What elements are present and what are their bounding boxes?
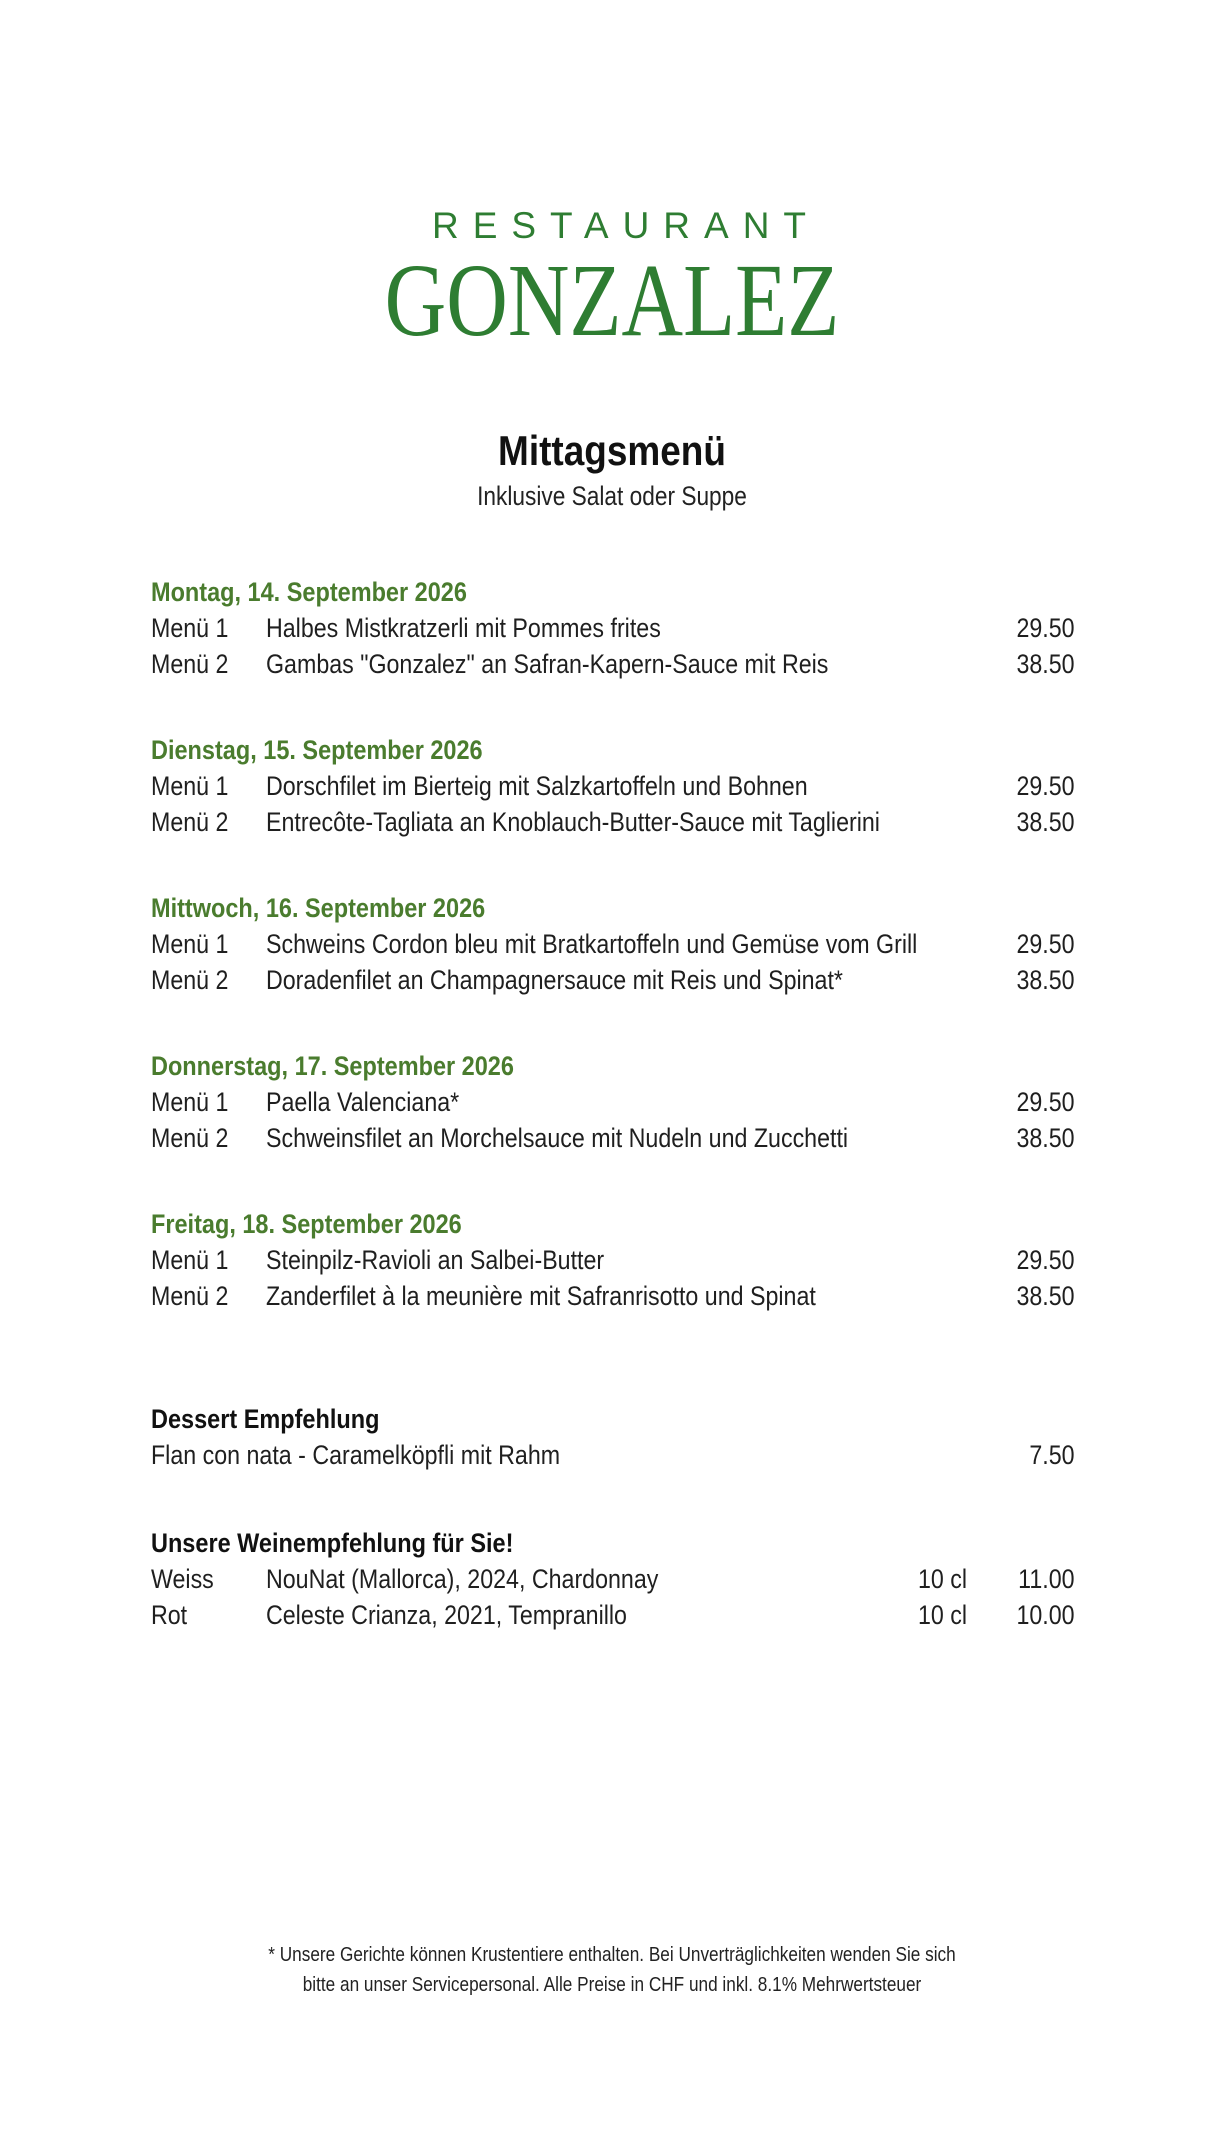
wine-heading: Unsere Weinempfehlung für Sie! xyxy=(151,1528,514,1558)
wine-description: Celeste Crianza, 2021, Tempranillo xyxy=(266,1600,627,1630)
day-block-thursday xyxy=(151,1048,1075,1156)
menu-price: 29.50 xyxy=(1016,613,1075,643)
dessert-row xyxy=(151,1437,1075,1473)
wine-price: 11.00 xyxy=(1018,1564,1075,1594)
dessert-block xyxy=(151,1401,1075,1473)
menu-description: Gambas "Gonzalez" an Safran-Kapern-Sauce mit Reis xyxy=(266,649,829,679)
menu-label: Menü 2 xyxy=(151,649,229,679)
wine-row xyxy=(151,1561,1075,1597)
day-heading: Dienstag, 15. September 2026 xyxy=(151,735,483,765)
dessert-heading: Dessert Empfehlung xyxy=(151,1404,380,1434)
wine-row xyxy=(151,1597,1075,1633)
menu-price: 38.50 xyxy=(1016,1123,1075,1153)
menu-label: Menü 1 xyxy=(151,929,229,959)
wine-label: Rot xyxy=(151,1600,188,1630)
day-block-monday xyxy=(151,574,1075,682)
menu-price: 38.50 xyxy=(1016,1281,1075,1311)
menu-price: 29.50 xyxy=(1016,929,1075,959)
menu-label: Menü 1 xyxy=(151,1245,229,1275)
wine-volume: 10 cl xyxy=(917,1600,967,1630)
day-heading: Mittwoch, 16. September 2026 xyxy=(151,893,486,923)
menu-label: Menü 2 xyxy=(151,1281,229,1311)
dessert-description: Flan con nata - Caramelköpfli mit Rahm xyxy=(151,1440,561,1470)
menu-row xyxy=(151,1120,1075,1156)
menu-row xyxy=(151,1242,1075,1278)
menu-price: 29.50 xyxy=(1016,1087,1075,1117)
dessert-price: 7.50 xyxy=(1029,1440,1075,1470)
menu-row xyxy=(151,1084,1075,1120)
day-block-wednesday xyxy=(151,890,1075,998)
menu-row xyxy=(151,804,1075,840)
menu-description: Steinpilz-Ravioli an Salbei-Butter xyxy=(266,1245,605,1275)
menu-price: 38.50 xyxy=(1016,649,1075,679)
menu-label: Menü 1 xyxy=(151,1087,229,1117)
footer-note xyxy=(0,1940,1224,2000)
day-block-tuesday xyxy=(151,732,1075,840)
day-heading: Montag, 14. September 2026 xyxy=(151,577,467,607)
footer-line-2: bitte an unser Servicepersonal. Alle Preise in CHF und inkl. 8.1% Mehrwertsteuer xyxy=(302,1974,922,1996)
menu-description: Paella Valenciana* xyxy=(266,1087,460,1117)
menu-row xyxy=(151,610,1075,646)
menu-label: Menü 2 xyxy=(151,807,229,837)
menu-description: Zanderfilet à la meunière mit Safranrisotto und Spinat xyxy=(266,1281,816,1311)
menu-label: Menü 1 xyxy=(151,771,229,801)
menu-price: 38.50 xyxy=(1016,807,1075,837)
menu-label: Menü 2 xyxy=(151,965,229,995)
menu-description: Schweinsfilet an Morchelsauce mit Nudeln und Zucchetti xyxy=(266,1123,849,1153)
wine-block xyxy=(151,1525,1075,1633)
day-heading: Donnerstag, 17. September 2026 xyxy=(151,1051,514,1081)
menu-description: Doradenfilet an Champagnersauce mit Reis und Spinat* xyxy=(266,965,843,995)
menu-row xyxy=(151,768,1075,804)
menu-description: Schweins Cordon bleu mit Bratkartoffeln und Gemüse vom Grill xyxy=(266,929,918,959)
menu-description: Halbes Mistkratzerli mit Pommes frites xyxy=(266,613,661,643)
menu-price: 29.50 xyxy=(1016,1245,1075,1275)
menu-price: 29.50 xyxy=(1016,771,1075,801)
menu-label: Menü 2 xyxy=(151,1123,229,1153)
wine-price: 10.00 xyxy=(1016,1600,1075,1630)
footer-line-1: * Unsere Gerichte können Krustentiere enthalten. Bei Unverträglichkeiten wenden Sie sich xyxy=(268,1944,956,1966)
menu-label: Menü 1 xyxy=(151,613,229,643)
menu-description: Entrecôte-Tagliata an Knoblauch-Butter-Sauce mit Taglierini xyxy=(266,807,880,837)
menu-row xyxy=(151,926,1075,962)
day-heading: Freitag, 18. September 2026 xyxy=(151,1209,462,1239)
menu-description: Dorschfilet im Bierteig mit Salzkartoffeln und Bohnen xyxy=(266,771,808,801)
wine-volume: 10 cl xyxy=(917,1564,967,1594)
menu-row xyxy=(151,962,1075,998)
menu-price: 38.50 xyxy=(1016,965,1075,995)
logo-restaurant-text: RESTAURANT xyxy=(431,205,821,246)
menu-row xyxy=(151,1278,1075,1314)
menu-row xyxy=(151,646,1075,682)
wine-description: NouNat (Mallorca), 2024, Chardonnay xyxy=(266,1564,659,1594)
day-block-friday xyxy=(151,1206,1075,1314)
wine-label: Weiss xyxy=(151,1564,214,1594)
page-subtitle: Inklusive Salat oder Suppe xyxy=(477,481,747,511)
page-title: Mittagsmenü xyxy=(498,427,726,474)
logo-gonzalez-text: GONZALEZ xyxy=(384,243,840,358)
